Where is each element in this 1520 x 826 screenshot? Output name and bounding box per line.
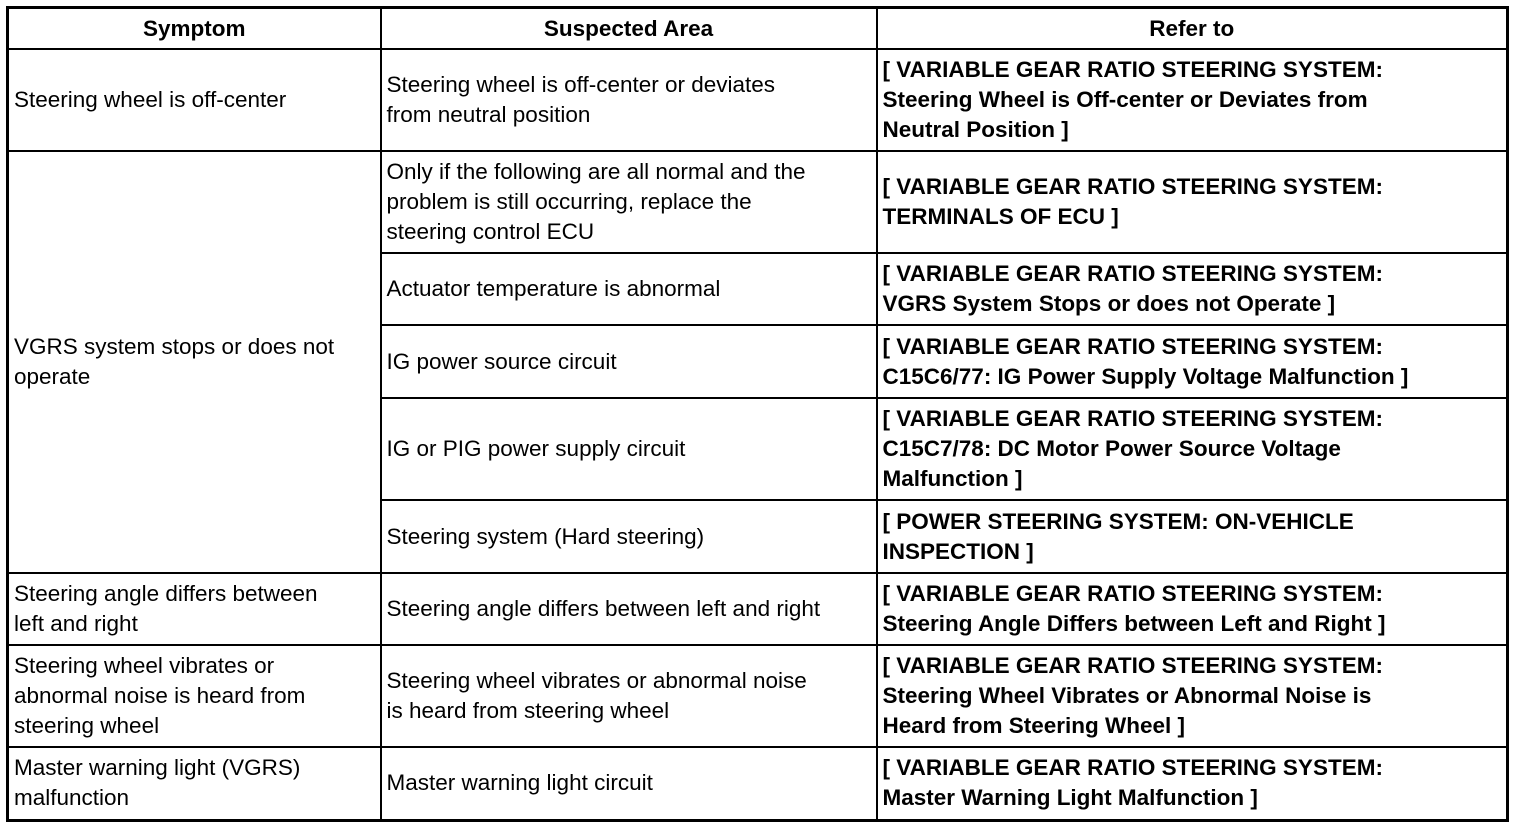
area-cell: [381, 398, 877, 500]
symptom-cell: [8, 151, 381, 573]
area-text: Steering wheel is off-center or deviates from neutral position: [386, 72, 776, 127]
table-row: [8, 151, 1508, 253]
area-text: Only if the following are all normal and the problem is still occurring, replace the steering control ECU: [386, 159, 806, 244]
area-text: Steering wheel vibrates or abnormal noise is heard from steering wheel: [386, 668, 807, 723]
area-text: IG power source circuit: [386, 348, 617, 374]
ref-text: [ VARIABLE GEAR RATIO STEERING SYSTEM: Master Warning Light Malfunction ]: [882, 755, 1383, 811]
ref-cell: [877, 500, 1508, 573]
symptom-cell: [8, 645, 381, 747]
header-row: [8, 8, 1508, 50]
ref-cell: [877, 398, 1508, 500]
symptom-cell: [8, 49, 381, 151]
symptom-text: Steering angle differs between left and right: [14, 581, 318, 636]
ref-cell: [877, 645, 1508, 747]
ref-cell: [877, 747, 1508, 820]
header-refer-to: Refer to: [877, 8, 1508, 50]
table-row: [8, 573, 1508, 645]
symptom-cell: [8, 747, 381, 820]
ref-text: [ VARIABLE GEAR RATIO STEERING SYSTEM: VGRS System Stops or does not Operate ]: [882, 261, 1383, 316]
header-suspected-area: Suspected Area: [381, 8, 877, 50]
ref-cell: [877, 49, 1508, 151]
ref-cell: [877, 325, 1508, 398]
area-cell: [381, 253, 877, 325]
symptom-table: [6, 6, 1509, 822]
area-text: Steering system (Hard steering): [386, 523, 705, 549]
area-text: Actuator temperature is abnormal: [386, 276, 721, 301]
symptom-text: Master warning light (VGRS) malfunction: [14, 755, 301, 811]
area-cell: [381, 325, 877, 398]
area-cell: [381, 500, 877, 573]
symptom-text: VGRS system stops or does not operate: [14, 334, 335, 389]
ref-cell: [877, 573, 1508, 645]
ref-cell: [877, 151, 1508, 253]
area-text: Master warning light circuit: [386, 770, 653, 796]
symptom-cell: [8, 573, 381, 645]
area-cell: [381, 151, 877, 253]
table-row: [8, 645, 1508, 747]
ref-text: [ VARIABLE GEAR RATIO STEERING SYSTEM: C15C6/77: IG Power Supply Voltage Malfunction ]: [882, 333, 1409, 389]
header-symptom: Symptom: [8, 8, 381, 50]
ref-text: [ VARIABLE GEAR RATIO STEERING SYSTEM: C15C7/78: DC Motor Power Source Voltage Malfunction ]: [882, 406, 1383, 491]
area-cell: [381, 645, 877, 747]
ref-text: [ VARIABLE GEAR RATIO STEERING SYSTEM: Steering Wheel Vibrates or Abnormal Noise is Heard from Steering Wheel ]: [882, 653, 1383, 738]
ref-text: [ VARIABLE GEAR RATIO STEERING SYSTEM: TERMINALS OF ECU ]: [882, 174, 1383, 229]
table-row: [8, 49, 1508, 151]
symptom-text: Steering wheel vibrates or abnormal noise is heard from steering wheel: [14, 653, 306, 738]
area-cell: [381, 49, 877, 151]
area-text: Steering angle differs between left and right: [386, 596, 821, 621]
area-cell: [381, 747, 877, 820]
ref-text: [ VARIABLE GEAR RATIO STEERING SYSTEM: Steering Angle Differs between Left and Right ]: [882, 581, 1386, 636]
ref-cell: [877, 253, 1508, 325]
area-cell: [381, 573, 877, 645]
ref-text: [ POWER STEERING SYSTEM: ON-VEHICLE INSPECTION ]: [882, 508, 1354, 564]
ref-text: [ VARIABLE GEAR RATIO STEERING SYSTEM: Steering Wheel is Off-center or Deviates from Neutral Position ]: [882, 57, 1383, 142]
area-text: IG or PIG power supply circuit: [386, 436, 686, 461]
symptom-text: Steering wheel is off-center: [14, 87, 287, 112]
table-row: [8, 747, 1508, 820]
